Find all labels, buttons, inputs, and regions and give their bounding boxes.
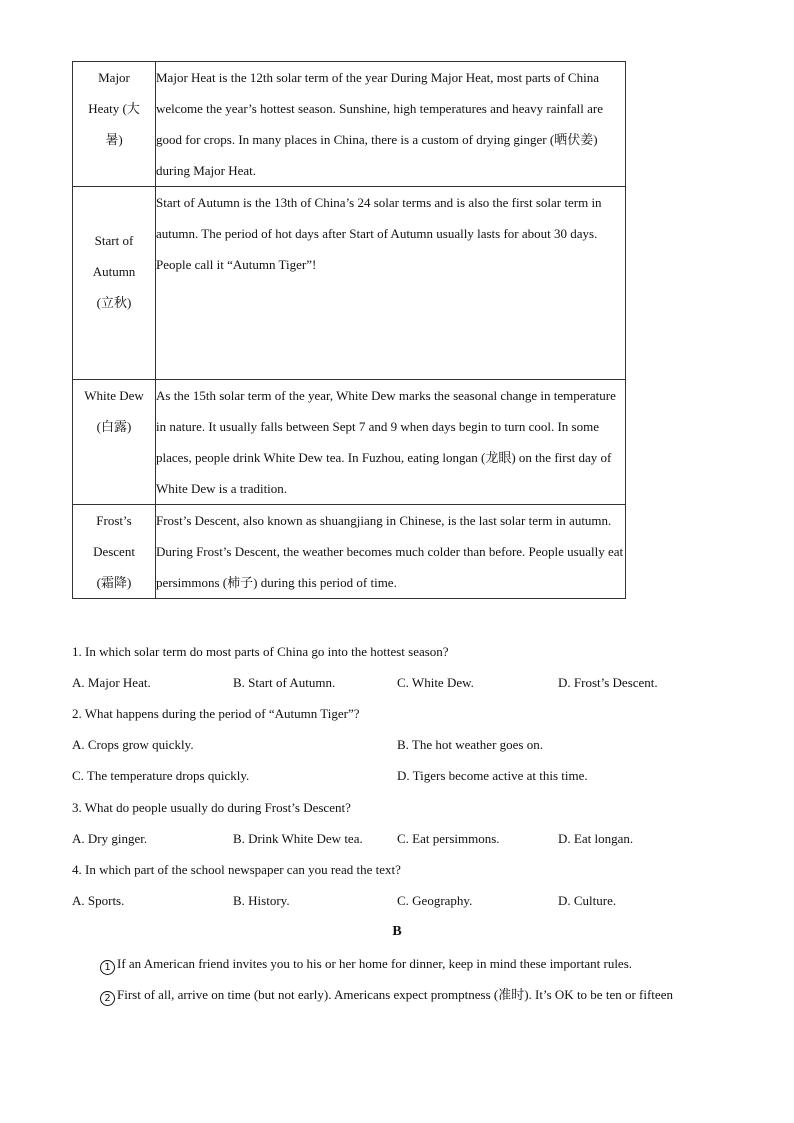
option-3c[interactable]: C. Eat persimmons. [397,831,500,846]
term-description: Major Heat is the 12th solar term of the year During Major Heat, most parts of China welcome the year’s hottest season. Sunshine, high temperatures and heavy rainfall are good for crops. In many places in China, there is a custom of drying ginger (晒伏姜) during Major Heat. [156,62,626,187]
option-3b[interactable]: B. Drink White Dew tea. [233,831,363,846]
option-4d[interactable]: D. Culture. [558,893,617,908]
term-name-cell [73,505,156,599]
option-1b[interactable]: B. Start of Autumn. [233,675,336,690]
term-name-line: (霜降) [96,575,132,590]
paragraph-number-badge: 1 [100,960,115,975]
term-name-line: 暑) [105,132,123,147]
term-description: Start of Autumn is the 13th of China’s 24 solar terms and is also the first solar term in autumn. The period of hot days after Start of Autumn usually lasts for about 30 days. People call it “Autumn Tiger”! [156,187,626,380]
term-name-line: Start of [94,233,134,248]
term-description: As the 15th solar term of the year, White Dew marks the seasonal change in temperature in nature. It usually falls between Sept 7 and 9 when days begin to turn cool. In some places, people drink White Dew tea. In Fuzhou, eating longan (龙眼) on the first day of White Dew is a tradition. [156,380,626,505]
option-2a[interactable]: A. Crops grow quickly. [72,737,194,752]
option-2d[interactable]: D. Tigers become active at this time. [397,768,588,783]
question-1: 1. In which solar term do most parts of China go into the hottest season? [72,644,449,659]
term-name-line: Autumn [92,264,136,279]
table-row [73,505,626,599]
table-row [73,187,626,380]
term-name-cell [73,62,156,187]
term-name-cell [73,380,156,505]
option-4c[interactable]: C. Geography. [397,893,473,908]
option-1a[interactable]: A. Major Heat. [72,675,151,690]
option-4b[interactable]: B. History. [233,893,290,908]
question-3: 3. What do people usually do during Frost’s Descent? [72,800,351,815]
option-1d[interactable]: D. Frost’s Descent. [558,675,658,690]
term-name-line: (白露) [96,419,132,434]
table-row [73,62,626,187]
option-1c[interactable]: C. White Dew. [397,675,474,690]
term-name-line: Heaty (大 [88,101,140,116]
paragraph-number-badge: 2 [100,991,115,1006]
term-name-line: Major [98,70,130,85]
paragraph-2 [100,985,673,1006]
section-title: B [392,924,402,939]
term-name-line: White Dew [84,388,144,403]
paragraph-1 [100,954,632,975]
option-3a[interactable]: A. Dry ginger. [72,831,148,846]
option-4a[interactable]: A. Sports. [72,893,125,908]
paragraph-text: First of all, arrive on time (but not early). Americans expect promptness (准时). It’s OK to be ten or fifteen [117,987,673,1002]
term-name-cell [73,187,156,380]
solar-terms-table [72,61,626,599]
option-2c[interactable]: C. The temperature drops quickly. [72,768,250,783]
option-3d[interactable]: D. Eat longan. [558,831,634,846]
term-name-line: Descent [93,544,135,559]
table-row [73,380,626,505]
term-name-line: (立秋) [96,295,132,310]
paragraph-text: If an American friend invites you to his or her home for dinner, keep in mind these important rules. [117,956,633,971]
question-4: 4. In which part of the school newspaper can you read the text? [72,862,401,877]
question-2: 2. What happens during the period of “Autumn Tiger”? [72,706,360,721]
option-2b[interactable]: B. The hot weather goes on. [397,737,543,752]
term-name-line: Frost’s [96,513,132,528]
term-description: Frost’s Descent, also known as shuangjiang in Chinese, is the last solar term in autumn. During Frost’s Descent, the weather becomes much colder than before. People usually eat persimmons (柿子) during this period of time. [156,505,626,599]
